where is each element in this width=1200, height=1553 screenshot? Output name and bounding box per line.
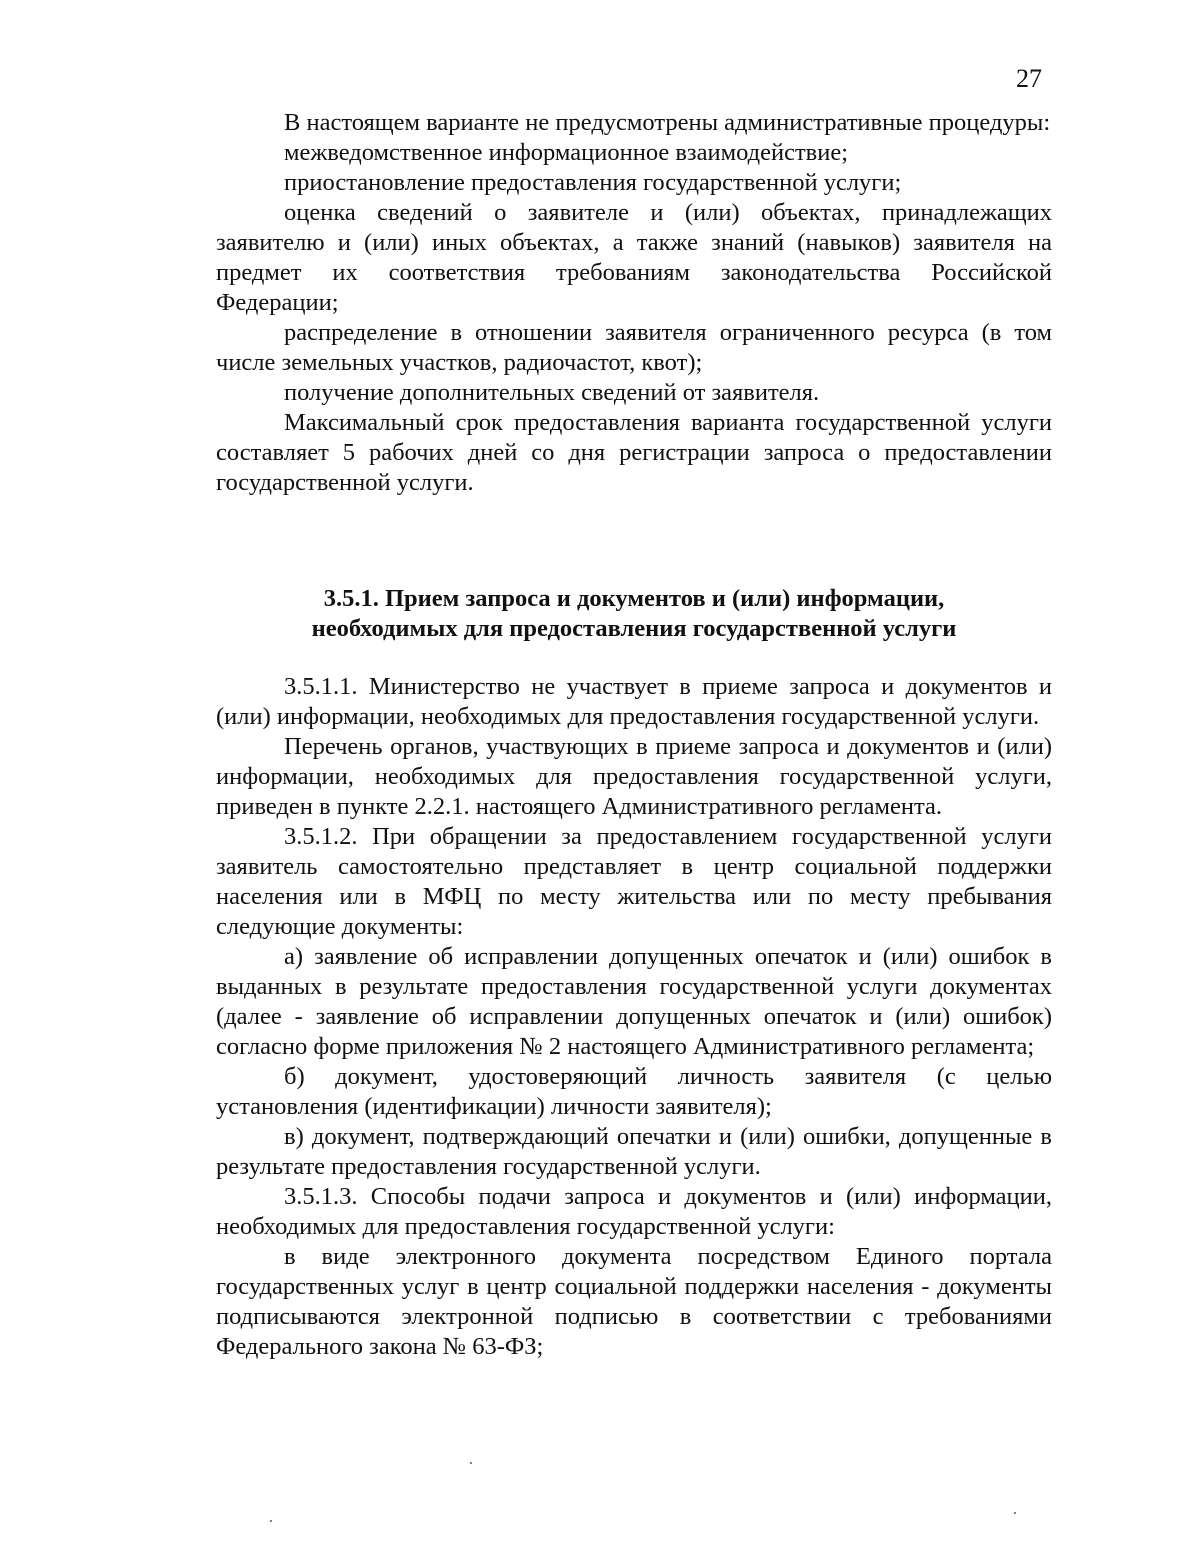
paragraph: 3.5.1.3. Способы подачи запроса и документов и (или) информации, необходимых для предоставления государственной услуги: [216, 1183, 1052, 1240]
paragraph: распределение в отношении заявителя ограниченного ресурса (в том числе земельных участков, радиочастот, квот); [216, 319, 1052, 376]
page-number: 27 [1016, 64, 1042, 93]
paragraph: Максимальный срок предоставления варианта государственной услуги составляет 5 рабочих дней со дня регистрации запроса о предоставлении государственной услуги. [216, 409, 1052, 496]
section-text [216, 672, 1052, 1362]
paragraph: 3.5.1.2. При обращении за предоставлением государственной услуги заявитель самостоятельно представляет в центр социальной поддержки населения или в МФЦ по месту жительства или по месту пребывания следующие документы: [216, 823, 1052, 940]
section-heading-line: 3.5.1. Прием запроса и документов и (или) информации, [323, 585, 945, 612]
paragraph: 3.5.1.1. Министерство не участвует в приеме запроса и документов и (или) информации, необходимых для предоставления государственной услуги. [216, 673, 1052, 730]
paragraph: в) документ, подтверждающий опечатки и (или) ошибки, допущенные в результате предоставления государственной услуги. [216, 1123, 1052, 1180]
section-heading-line: необходимых для предоставления государственной услуги [311, 615, 957, 642]
section-heading [216, 584, 1052, 644]
paragraph: оценка сведений о заявителе и (или) объектах, принадлежащих заявителю и (или) иных объектах, а также знаний (навыков) заявителя на предмет их соответствия требованиям законодательства Российской Федерации; [216, 199, 1052, 316]
paragraph: б) документ, удостоверяющий личность заявителя (с целью установления (идентификации) личности заявителя); [216, 1063, 1052, 1120]
scan-speck [1014, 1512, 1016, 1514]
paragraph: а) заявление об исправлении допущенных опечаток и (или) ошибок в выданных в результате предоставления государственной услуги документах (далее - заявление об исправлении допущенных опечаток и (или) ошибок) согласно форме приложения № 2 настоящего Административного регламента; [216, 943, 1052, 1060]
paragraph: получение дополнительных сведений от заявителя. [284, 379, 820, 406]
paragraph: Перечень органов, участвующих в приеме запроса и документов и (или) информации, необходимых для предоставления государственной услуги, приведен в пункте 2.2.1. настоящего Административного регламента. [216, 733, 1052, 820]
paragraph: межведомственное информационное взаимодействие; [284, 139, 849, 166]
intro-text [216, 108, 1052, 498]
paragraph: в виде электронного документа посредством Единого портала государственных услуг в центр социальной поддержки населения - документы подписываются электронной подписью в соответствии с требованиями Федерального закона № 63-ФЗ; [216, 1243, 1052, 1360]
scan-speck [270, 1520, 272, 1522]
scan-speck [470, 1462, 472, 1464]
paragraph: приостановление предоставления государственной услуги; [284, 169, 902, 196]
paragraph: В настоящем варианте не предусмотрены административные процедуры: [284, 109, 1051, 136]
